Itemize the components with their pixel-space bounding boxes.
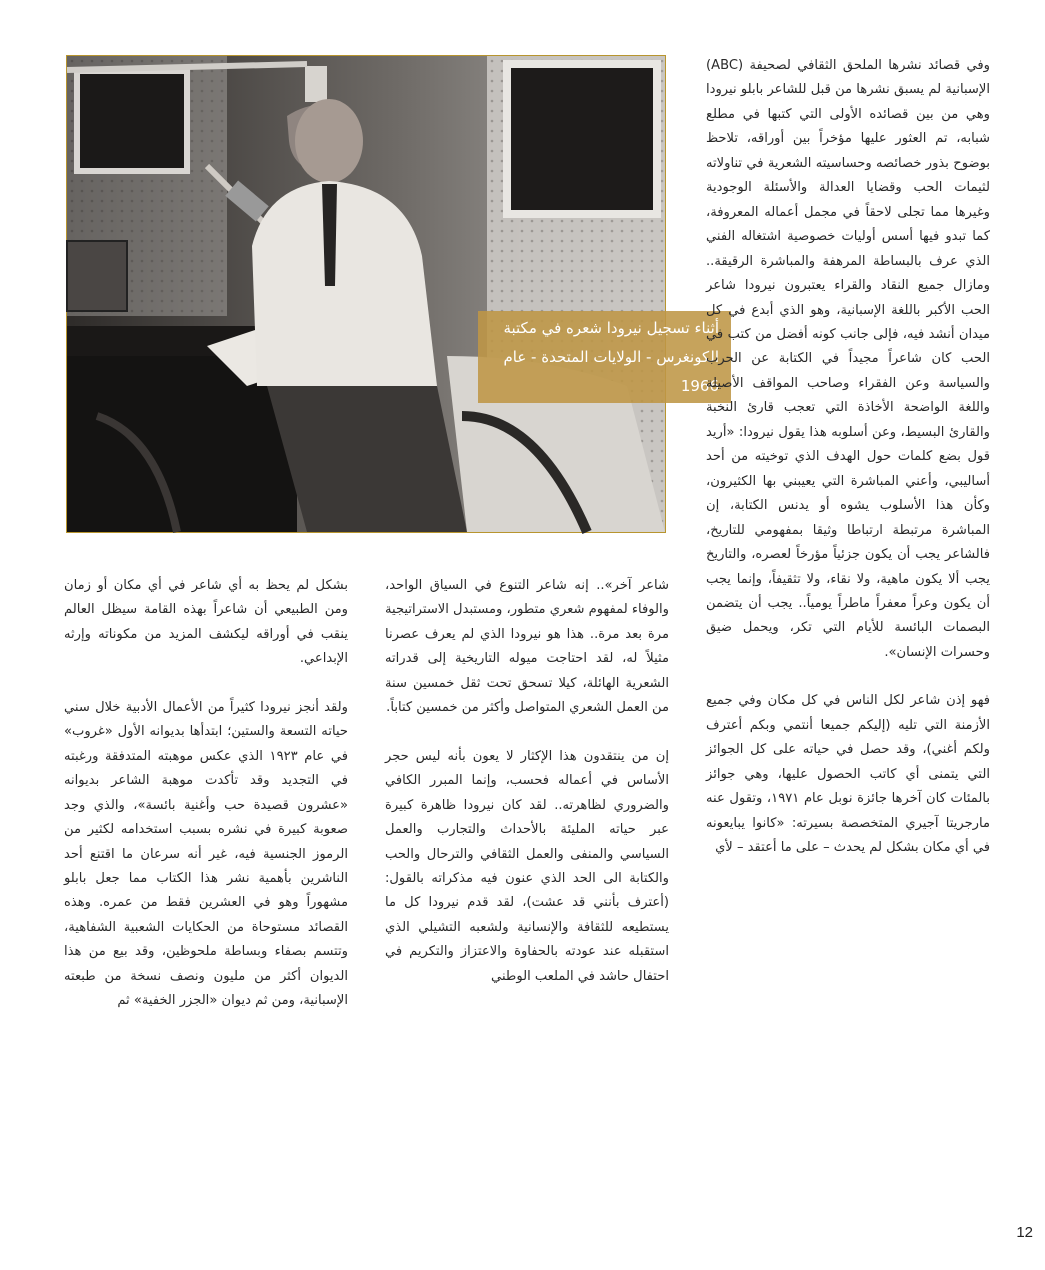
article-paragraph: إن من ينتقدون هذا الإكثار لا يعون بأنه ليس حجر الأساس في أعماله فحسب، وإنما المبرر الكافي والضروري لظاهرته.. لقد كان نيرودا ظاهرة كبيرة عبر حياته المليئة بالأحداث والتجارب والعمل السياسي والمنفى والعمل الثقافي والترحال والحب والكتابة الى الحد الذي عنون فيه مذكراته بالقول: (أعترف بأنني قد عشت)، لقد قدم نيرودا كل ما يستطيعه للثقافة والإنسانية ولشعبه التشيلي الذي استقبله عند عودته بالحفاوة والاعتزاز والتكريم في احتفال حاشد في الملعب الوطني <box>385 748 669 984</box>
article-column-middle <box>385 574 669 989</box>
photo-caption: أثناء تسجيل نيرودا شعره في مكتبة الكونغرس - الولايات المتحدة - عام 1966 <box>478 311 731 403</box>
article-paragraph: وفي قصائد نشرها الملحق الثقافي لصحيفة (ABC) الإسبانية لم يسبق نشرها من قبل للشاعر بابلو نيرودا وهي من بين قصائده الأولى التي كتبها في مطلع شبابه، تم العثور عليها مؤخراً بين أوراقه، تلاحظ بوضوح بذور خصائصه وحساسيته الشعرية في تناولاته لثيمات الحب وقضايا العدالة والأسئلة الوجودية وغيرها مما تجلى لاحقاً في مجمل أعماله المعروفة، كما تبدو فيها أسس أوليات خصوصية اشتغاله الفني الذي عرف بالبساطة المرهفة والمباشرة الرقيقة.. ومازال جميع النقاد والقراء يعتبرون نيرودا شاعر الحب الأكبر باللغة الإسبانية، وهو الذي أبدع في كل ميدان أنشد فيه، فإلى جانب كونه أفضل من كتب في الحب كان شاعراً مجيداً في الكتابة عن الحرب والسياسة وعن الفقراء وصاحب المواقف الأصيلة واللغة الواضحة الأخاذة التي تعجب قارئ النخبة والقارئ البسيط، وعن أسلوبه هذا يقول نيرودا: «أريد قول بضع كلمات حول الهدف الذي توخيته من أحد أساليبي، وأعني المباشرة التي يعيبني بها الكثيرون، وكأن هذا الأسلوب يشوه أو يدنس الكتابة، إن المباشرة مرتبطة ارتباطا وثيقا بمفهومي للتاريخ، فالشاعر يجب أن يكون جزئياً مؤرخاً لعصره، والتاريخ يجب ألا يكون ماهية، ولا نقاء، ولا تثقيفاً، وإنما يجب أن يكون وعراً معفراً ماطراً يومياً.. يجب أن يتضمن البصمات البائسة للأيام التي تكر، ويحمل ضيق وحسرات الإنسان». <box>706 58 990 660</box>
photo-neruda-recording <box>66 55 719 533</box>
page-number: 12 <box>1016 1224 1033 1241</box>
article-paragraph: ولقد أنجز نيرودا كثيراً من الأعمال الأدبية خلال سني حياته التسعة والستين؛ ابتدأها بديوانه الأول «غروب» في عام ١٩٢٣ الذي عكس موهبته المتدفقة ورغبته في التجديد وقد تأكدت موهبة الشاعر بديوانه «عشرون قصيدة حب وأغنية بائسة»، والذي وجد صعوبة كبيرة في نشره بسبب استخدامه لكثير من الرموز الجنسية فيه، غير أنه سرعان ما اقتنع أحد الناشرين بأهمية نشر هذا الكتاب مما جعل بابلو مشهوراً وهو في العشرين فقط من عمره. وهذه القصائد مستوحاة من الحكايات الشعبية الشفاهية، وتتسم بصفاء وبساطة ملحوظين، وقد بيع من هذا الديوان أكثر من مليون ونصف نسخة من طبعته الإسبانية، ومن ثم ديوان «الجزر الخفية» ثم <box>64 699 348 1009</box>
article-paragraph: فهو إذن شاعر لكل الناس في كل مكان وفي جميع الأزمنة التي تليه (إليكم جميعا أنتمي وبكم أعترف ولكم أغني)، وقد حصل في حياته على كل الجوائز التي يتمنى أي كاتب الحصول عليها، وهي جوائز بالمئات كان آخرها جائزة نوبل عام ١٩٧١، وتقول عنه مارجريتا آجيري المتخصصة بسيرته: «كانوا يبايعونه في أي مكان بشكل لم يحدث – على ما أعتقد – لأي <box>706 693 990 856</box>
article-paragraph: شاعر آخر».. إنه شاعر التنوع في السياق الواحد، والوفاء لمفهوم شعري متطور، ومستبدل الاستراتيجية مرة بعد مرة.. هذا هو نيرودا الذي لم يعرف عصرنا مثيلاً له، لقد احتاجت ميوله التاريخية إلى قدراته الشعرية الهائلة، كيلا تسحق تحت ثقل خمسين سنة من العمل الشعري المتواصل وأكثر من خمسين كتاباً. <box>384 578 669 716</box>
article-paragraph: بشكل لم يحظ به أي شاعر في أي مكان أو زمان ومن الطبيعي أن شاعراً بهذه القامة سيظل العالم ينقب في أوراقه ليكشف المزيد من مكوناته وإرثه الإبداعي. <box>64 578 348 667</box>
article-column-right <box>706 54 990 861</box>
photo-illustration <box>67 56 665 532</box>
article-column-left <box>64 574 348 1014</box>
